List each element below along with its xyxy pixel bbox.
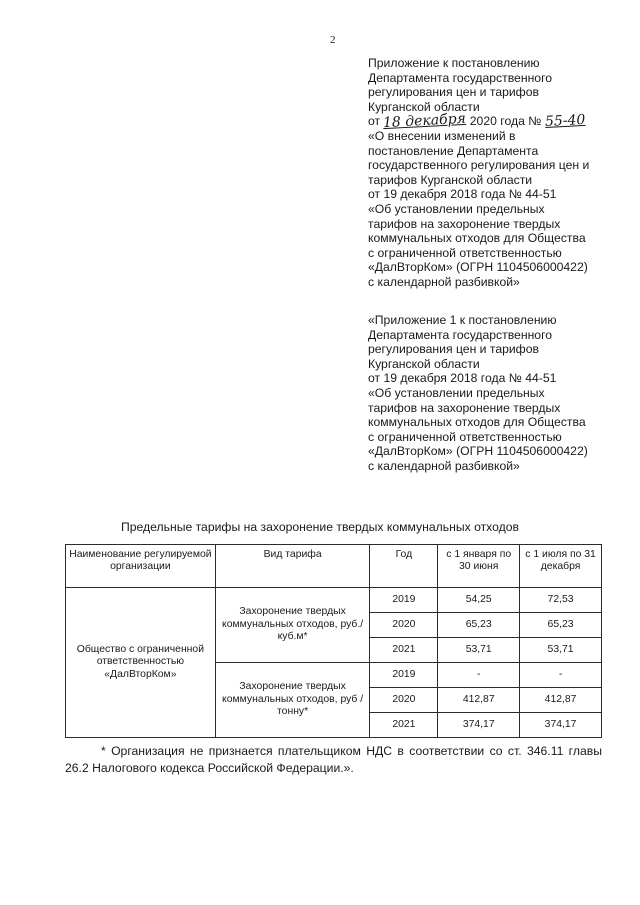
attachment-line: Департамента государственного [368, 327, 553, 342]
vat-footnote: * Организация не признается плательщиком НДС в соответствии со ст. 346.11 главы 26.2 Налогового кодекса Российской Федерации.». [65, 744, 602, 775]
year-cell: 2021 [370, 713, 438, 738]
decree-title-line: государственного регулирования цен и [368, 158, 590, 173]
attachment-line: «ДалВторКом» (ОГРН 1104506000422) [368, 444, 588, 459]
date-suffix: 2020 года № [469, 114, 542, 129]
tariff-type-cell: Захоронение твердых коммунальных отходов, руб./куб.м* [215, 588, 370, 663]
decree-title-line: коммунальных отходов для Общества [368, 231, 586, 246]
header-tariff-type: Вид тарифа [215, 545, 370, 588]
decree-title-line: «ДалВторКом» (ОГРН 1104506000422) [368, 260, 588, 275]
decree-title-line: тарифов на захоронение твердых [368, 216, 561, 231]
header-period-1: с 1 января по 30 июня [438, 545, 520, 588]
value-cell: 374,17 [520, 713, 602, 738]
header-period-2: с 1 июля по 31 декабря [520, 545, 602, 588]
attachment-line: «Об установлении предельных [368, 385, 545, 400]
organization-cell: Общество с ограниченной ответственностью «ДалВторКом» [66, 588, 216, 738]
decree-title-line: с календарной разбивкой» [368, 274, 520, 289]
value-cell: 65,23 [520, 613, 602, 638]
attachment-line: «Приложение 1 к постановлению [368, 313, 557, 327]
page-number: 2 [330, 34, 336, 46]
attachment-line: с календарной разбивкой» [368, 458, 520, 473]
handwritten-date: 18 декабря [383, 111, 467, 132]
attachment-line: Курганской области [368, 99, 480, 114]
decree-title-line: «Об установлении предельных [368, 201, 545, 216]
value-cell: 54,25 [438, 588, 520, 613]
year-cell: 2019 [370, 663, 438, 688]
header-organization: Наименование регулируемой организации [66, 545, 216, 588]
decree-date-line [368, 111, 630, 132]
attachment-header [368, 56, 630, 290]
attachment-line: регулирования цен и тарифов [368, 342, 539, 357]
decree-title-line: «О внесении изменений в [368, 128, 516, 143]
tariff-type-cell: Захоронение твердых коммунальных отходов, руб /тонну* [215, 663, 370, 738]
value-cell: 412,87 [438, 688, 520, 713]
decree-title-line: постановление Департамента [368, 143, 539, 158]
year-cell: 2019 [370, 588, 438, 613]
value-cell: 72,53 [520, 588, 602, 613]
value-cell: 374,17 [438, 713, 520, 738]
header-year: Год [370, 545, 438, 588]
table-header-row [66, 545, 602, 588]
attachment-line: Курганской области [368, 356, 480, 371]
attachment-line: с ограниченной ответственностью [368, 429, 562, 444]
attachment-line: от 19 декабря 2018 года № 44-51 [368, 371, 557, 386]
attachment-line: тарифов на захоронение твердых [368, 400, 561, 415]
year-cell: 2020 [370, 688, 438, 713]
year-cell: 2021 [370, 638, 438, 663]
value-cell: 53,71 [438, 638, 520, 663]
year-cell: 2020 [370, 613, 438, 638]
value-cell: 65,23 [438, 613, 520, 638]
value-cell: 412,87 [520, 688, 602, 713]
decree-title-line: с ограниченной ответственностью [368, 245, 562, 260]
table-title: Предельные тарифы на захоронение твердых коммунальных отходов [120, 520, 520, 534]
decree-title-line: от 19 декабря 2018 года № 44-51 [368, 187, 557, 202]
handwritten-number: 55-40 [544, 112, 586, 131]
table-row [66, 588, 602, 613]
attachment-line: коммунальных отходов для Общества [368, 415, 586, 430]
attachment-line: Приложение к постановлению [368, 56, 540, 70]
decree-title-line: тарифов Курганской области [368, 172, 533, 187]
tariff-table [65, 544, 602, 738]
value-cell: - [438, 663, 520, 688]
value-cell: - [520, 663, 602, 688]
value-cell: 53,71 [520, 638, 602, 663]
attachment-line: регулирования цен и тарифов [368, 85, 539, 100]
attachment-line: Департамента государственного [368, 70, 553, 85]
date-prefix: от [368, 114, 381, 129]
original-attachment-header [368, 313, 630, 474]
